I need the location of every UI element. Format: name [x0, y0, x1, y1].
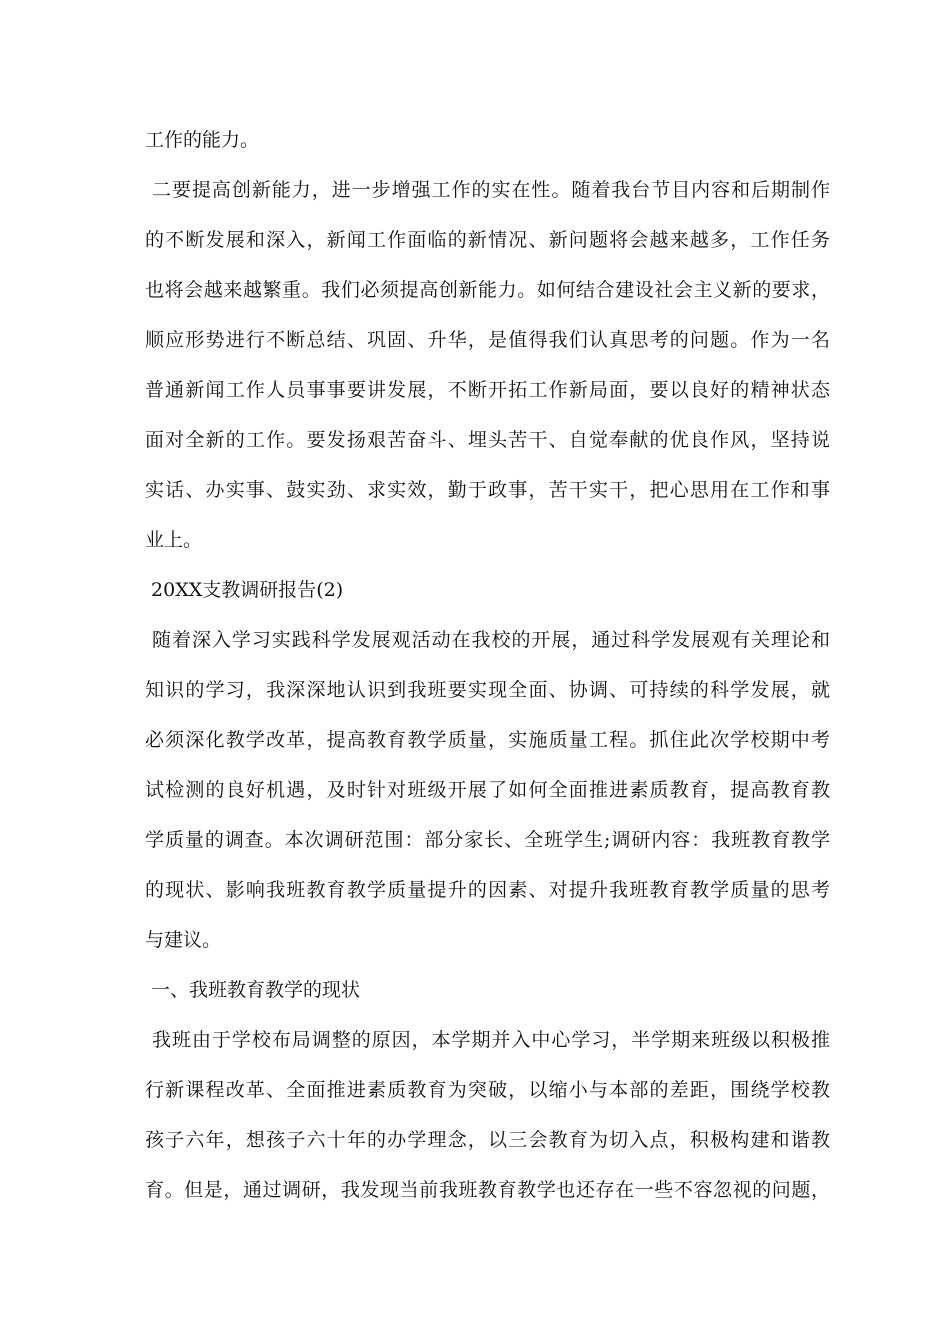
paragraph-line: 工作的能力。: [145, 129, 260, 151]
paragraph-line: 也将会越来越繁重。我们必须提高创新能力。如何结合建设社会主义新的要求，: [145, 279, 830, 301]
paragraph-line: 育。但是，通过调研，我发现当前我班教育教学也还存在一些不容忽视的问题，: [145, 1179, 830, 1201]
paragraph-line: 实话、办实事、鼓实劲、求实效，勤于政事，苦干实干，把心思用在工作和事: [145, 479, 830, 501]
section-heading: 20XX支教调研报告(2): [145, 579, 344, 601]
paragraph-line: 的现状、影响我班教育教学质量提升的因素、对提升我班教育教学质量的思考: [145, 879, 830, 901]
paragraph-line: 与建议。: [145, 929, 222, 951]
paragraph-line: 学质量的调查。本次调研范围：部分家长、全班学生;调研内容：我班教育教学: [145, 829, 830, 851]
section-heading: 一、我班教育教学的现状: [145, 979, 361, 1001]
document-body: [145, 115, 830, 1215]
paragraph-line: 随着深入学习实践科学发展观活动在我校的开展，通过科学发展观有关理论和: [145, 629, 830, 651]
paragraph-line: 业上。: [145, 529, 203, 551]
paragraph-line: 孩子六年，想孩子六十年的办学理念，以三会教育为切入点，积极构建和谐教: [145, 1129, 830, 1151]
paragraph-line: 知识的学习，我深深地认识到我班要实现全面、协调、可持续的科学发展，就: [145, 679, 830, 701]
paragraph-line: 顺应形势进行不断总结、巩固、升华，是值得我们认真思考的问题。作为一名: [145, 329, 830, 351]
paragraph-line: 普通新闻工作人员事事要讲发展，不断开拓工作新局面，要以良好的精神状态: [145, 379, 830, 401]
paragraph-line: 试检测的良好机遇，及时针对班级开展了如何全面推进素质教育，提高教育教: [145, 779, 830, 801]
paragraph-line: 必须深化教学改革，提高教育教学质量，实施质量工程。抓住此次学校期中考: [145, 729, 830, 751]
paragraph-line: 的不断发展和深入，新闻工作面临的新情况、新问题将会越来越多，工作任务: [145, 229, 830, 251]
paragraph-line: 行新课程改革、全面推进素质教育为突破，以缩小与本部的差距，围绕学校教: [145, 1079, 830, 1101]
paragraph-line: 面对全新的工作。要发扬艰苦奋斗、埋头苦干、自觉奉献的优良作风，坚持说: [145, 429, 830, 451]
paragraph-line: 二要提高创新能力，进一步增强工作的实在性。随着我台节目内容和后期制作: [145, 179, 830, 201]
paragraph-line: 我班由于学校布局调整的原因，本学期并入中心学习，半学期来班级以积极推: [145, 1029, 830, 1051]
